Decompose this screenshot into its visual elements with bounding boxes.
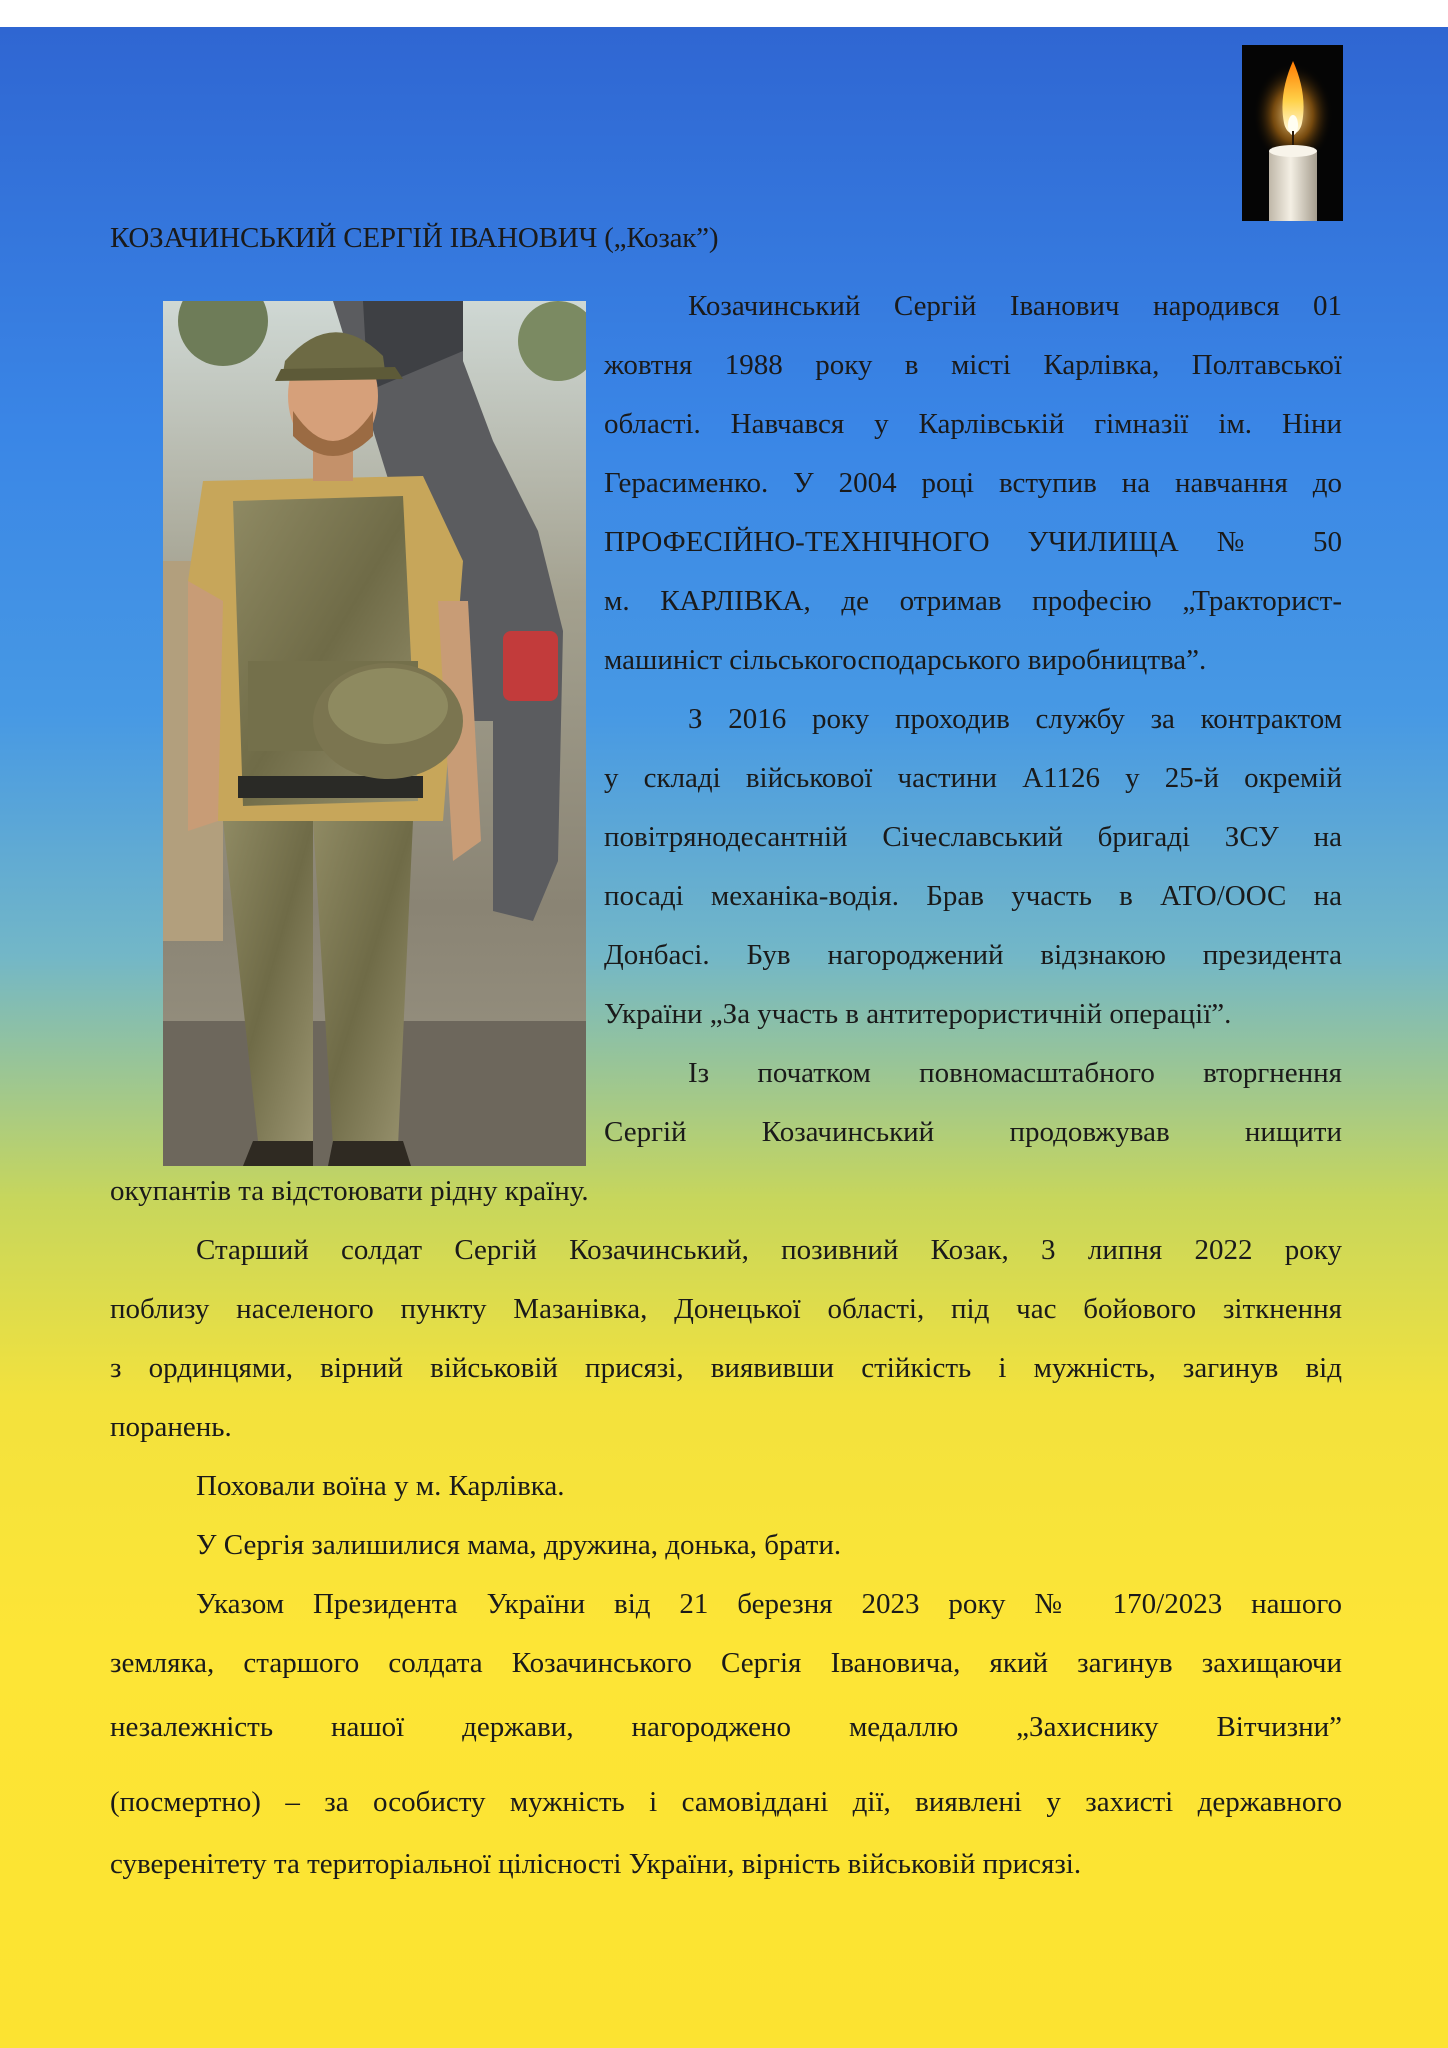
bio-line-3: області. Навчався у Карлівській гімназії ім. Ніни — [604, 408, 1342, 440]
award-line-4: (посмертно) – за особисту мужність і самовіддані дії, виявлені у захисті державного — [110, 1786, 1342, 1818]
bio-line-4: Герасименко. У 2004 році вступив на навчання до — [604, 467, 1342, 499]
award-line-2: земляка, старшого солдата Козачинського Сергія Івановича, який загинув захищаючи — [110, 1647, 1342, 1679]
burial-line: Поховали воїна у м. Карлівка. — [196, 1470, 565, 1502]
service-line-4: посаді механіка-водія. Брав участь в АТО/ООС на — [604, 880, 1342, 912]
memorial-candle-icon — [1242, 45, 1343, 221]
bio-line-6: м. КАРЛІВКА, де отримав професію „Тракторист- — [604, 585, 1342, 617]
family-line: У Сергія залишилися мама, дружина, донька, брати. — [196, 1529, 842, 1561]
bio-line-1: Козачинський Сергій Іванович народився 01 — [688, 290, 1342, 322]
bio-line-2: жовтня 1988 року в місті Карлівка, Полтавської — [604, 349, 1342, 381]
award-line-3: незалежність нашої держави, нагороджено медаллю „Захиснику Вітчизни” — [110, 1711, 1342, 1743]
award-line-1: Указом Президента України від 21 березня 2023 року № 170/2023 нашого — [196, 1588, 1342, 1620]
service-line-5: Донбасі. Був нагороджений відзнакою президента — [604, 939, 1342, 971]
invasion-line-2: Сергій Козачинський продовжував нищити — [604, 1116, 1342, 1148]
death-line-3: з ординцями, вірний військовій присязі, виявивши стійкість і мужність, загинув від — [110, 1352, 1342, 1384]
invasion-line-3: окупантів та відстоювати рідну країну. — [110, 1175, 589, 1207]
invasion-line-1: Із початком повномасштабного вторгнення — [688, 1057, 1342, 1089]
service-line-2: у складі військової частини А1126 у 25-й окремій — [604, 762, 1342, 794]
page-title: КОЗАЧИНСЬКИЙ СЕРГІЙ ІВАНОВИЧ („Козак”) — [110, 222, 719, 254]
service-line-3: повітрянодесантній Січеславський бригаді ЗСУ на — [604, 821, 1342, 853]
memorial-page — [0, 27, 1448, 2048]
service-line-1: З 2016 року проходив службу за контрактом — [688, 703, 1342, 735]
death-line-4: поранень. — [110, 1411, 232, 1443]
death-line-1: Старший солдат Сергій Козачинський, позивний Козак, 3 липня 2022 року — [196, 1234, 1342, 1266]
bio-line-5: ПРОФЕСІЙНО-ТЕХНІЧНОГО УЧИЛИЩА № 50 — [604, 526, 1342, 558]
death-line-2: поблизу населеного пункту Мазанівка, Донецької області, під час бойового зіткнення — [110, 1293, 1342, 1325]
service-line-6: України „За участь в антитерористичній операції”. — [604, 998, 1232, 1030]
bio-line-7: машиніст сільськогосподарського виробництва”. — [604, 644, 1207, 676]
soldier-portrait-photo — [163, 301, 586, 1166]
award-line-5: суверенітету та територіальної цілісності України, вірність військовій присязі. — [110, 1848, 1082, 1880]
